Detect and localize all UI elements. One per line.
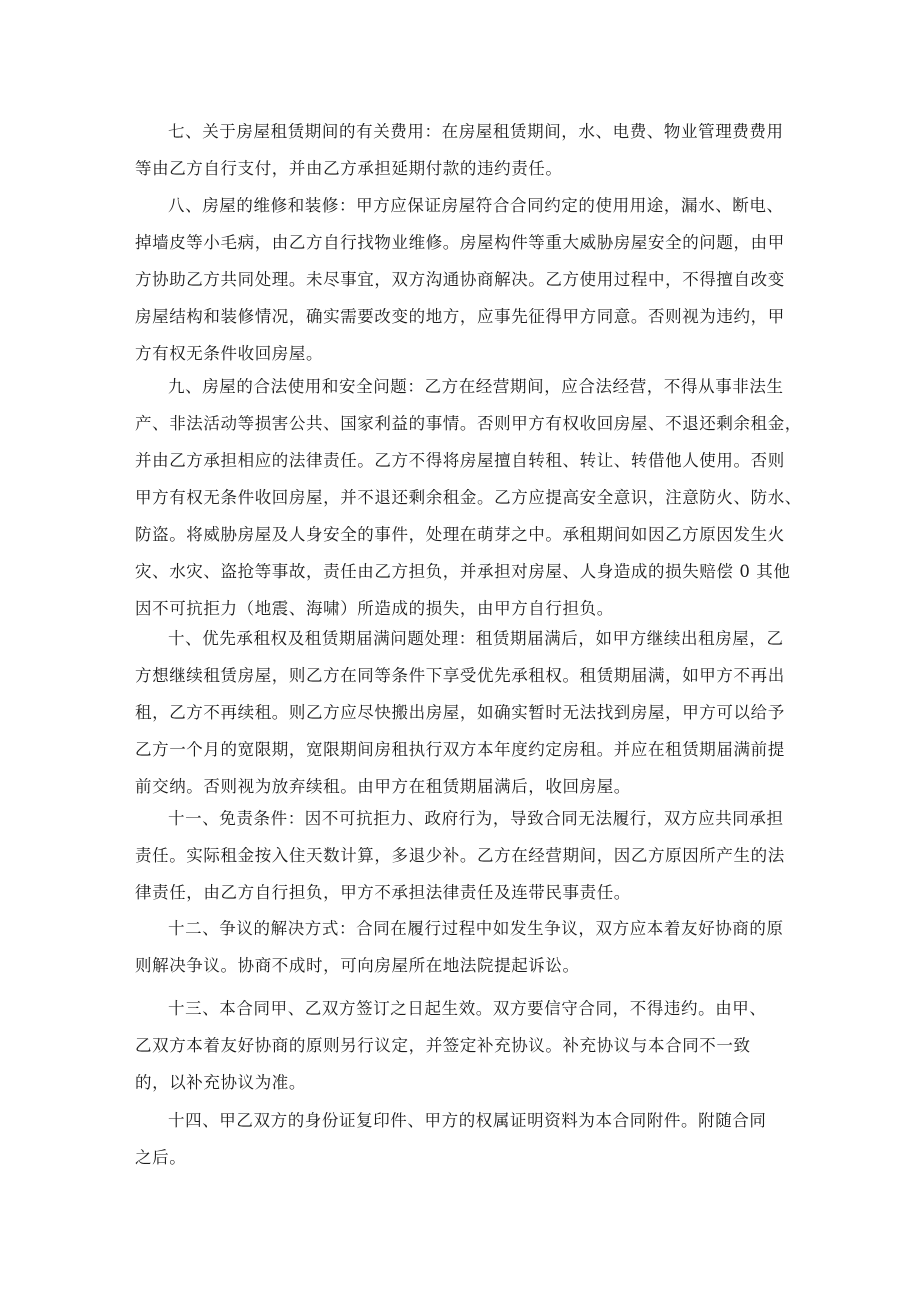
clause-9-line-7: 因不可抗拒力（地震、海啸）所造成的损失，由甲方自行担负。 <box>135 599 614 618</box>
clause-12 <box>135 910 795 984</box>
clause-9-line-5: 防盗。将威胁房屋及人身安全的事件，处理在萌芽之中。承租期间如因乙方原因发生火 <box>135 525 785 544</box>
clause-9-line-4: 甲方有权无条件收回房屋，并不退还剩余租金。乙方应提高安全意识，注意防火、防水、 <box>135 488 802 507</box>
clause-14-line-2: 之后。 <box>135 1148 187 1167</box>
clause-10 <box>135 620 795 805</box>
clause-14 <box>135 1102 795 1176</box>
clause-8-line-5: 方有权无条件收回房屋。 <box>135 344 324 363</box>
clause-8-line-1: 八、房屋的维修和装修：甲方应保证房屋符合合同约定的使用用途，漏水、断电、 <box>168 196 784 215</box>
clause-9-line-1: 九、房屋的合法使用和安全问题：乙方在经营期间，应合法经营，不得从事非法生 <box>168 377 784 396</box>
clause-8-line-2: 掉墙皮等小毛病，由乙方自行找物业维修。房屋构件等重大威胁房屋安全的问题，由甲 <box>135 233 785 252</box>
clause-7 <box>135 113 795 187</box>
clause-13-line-3: 的，以补充协议为准。 <box>135 1073 306 1092</box>
clause-12-line-2: 则解决争议。协商不成时，可向房屋所在地法院提起诉讼。 <box>135 956 580 975</box>
clause-11-line-1: 十一、免责条件：因不可抗拒力、政府行为，导致合同无法履行，双方应共同承担 <box>168 809 784 828</box>
clause-10-line-5: 前交纳。否则视为放弃续租。由甲方在租赁期届满后，收回房屋。 <box>135 777 631 796</box>
clause-9 <box>135 368 802 627</box>
clause-9-line-6: 灾、水灾、盗抢等事故，责任由乙方担负，并承担对房屋、人身造成的损失赔偿 0 其他 <box>135 562 791 581</box>
clause-10-line-4: 乙方一个月的宽限期，宽限期间房租执行双方本年度约定房租。并应在租赁期届满前提 <box>135 740 785 759</box>
clause-9-line-2: 产、非法活动等损害公共、国家利益的事情。否则甲方有权收回房屋、不退还剩余租金， <box>135 414 802 433</box>
clause-10-line-3: 租，乙方不再续租。则乙方应尽快搬出房屋，如确实暂时无法找到房屋，甲方可以给予 <box>135 703 785 722</box>
clause-12-line-1: 十二、争议的解决方式：合同在履行过程中如发生争议，双方应本着友好协商的原 <box>168 919 784 938</box>
clause-11-line-2: 责任。实际租金按入住天数计算，多退少补。乙方在经营期间，因乙方原因所产生的法 <box>135 846 785 865</box>
clause-7-line-2: 等由乙方自行支付，并由乙方承担延期付款的违约责任。 <box>135 159 563 178</box>
clause-13 <box>135 990 795 1101</box>
clause-13-line-1: 十三、本合同甲、乙双方签订之日起生效。双方要信守合同，不得违约。由甲、 <box>168 999 767 1018</box>
clause-8 <box>135 187 795 372</box>
clause-8-line-4: 房屋结构和装修情况，确实需要改变的地方，应事先征得甲方同意。否则视为违约，甲 <box>135 307 785 326</box>
clause-11-line-3: 律责任，由乙方自行担负，甲方不承担法律责任及连带民事责任。 <box>135 883 631 902</box>
clause-14-line-1: 十四、甲乙双方的身份证复印件、甲方的权属证明资料为本合同附件。附随合同 <box>168 1111 767 1130</box>
clause-11 <box>135 800 795 911</box>
clause-9-line-3: 并由乙方承担相应的法律责任。乙方不得将房屋擅自转租、转让、转借他人使用。否则 <box>135 451 785 470</box>
clause-10-line-2: 方想继续租赁房屋，则乙方在同等条件下享受优先承租权。租赁期届满，如甲方不再出 <box>135 666 785 685</box>
clause-13-line-2: 乙双方本着友好协商的原则另行议定，并签定补充协议。补充协议与本合同不一致 <box>135 1036 751 1055</box>
clause-10-line-1: 十、优先承租权及租赁期届满问题处理：租赁期届满后，如甲方继续出租房屋，乙 <box>168 629 784 648</box>
clause-7-line-1: 七、关于房屋租赁期间的有关费用：在房屋租赁期间，水、电费、物业管理费费用 <box>168 122 784 141</box>
clause-8-line-3: 方协助乙方共同处理。未尽事宜，双方沟通协商解决。乙方使用过程中，不得擅自改变 <box>135 270 785 289</box>
